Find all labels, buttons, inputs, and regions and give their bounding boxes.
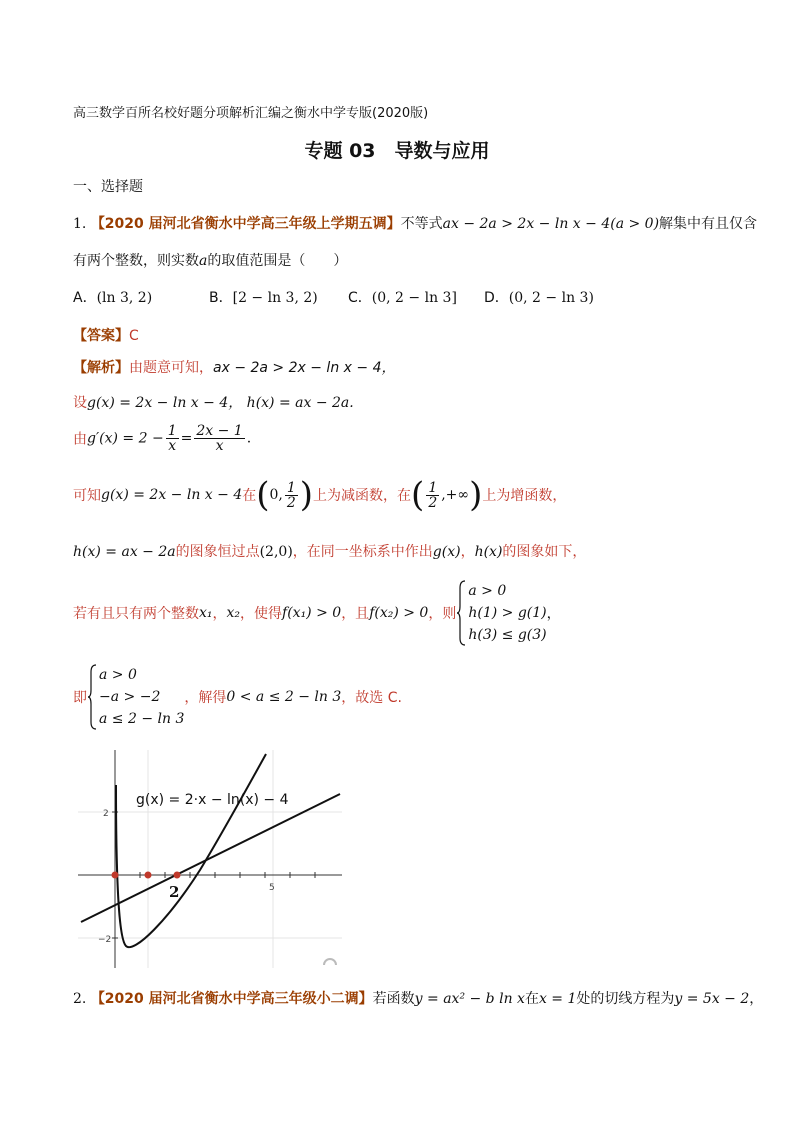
q1-stem-line2 [73,250,347,270]
q1-stem-b: 解集中有且仅含 [659,216,758,232]
l6-x2: x₂ [226,605,241,621]
l5-math: h(x) = ax − 2a [73,544,176,560]
l2-math: g(x) = 2x − ln x − 4， h(x) = ax − 2a. [87,395,354,411]
system-line: a > 0 [468,583,507,599]
q2-tangent: y = 5x − 2 [674,991,750,1007]
q1-inequality: ax − 2a > 2x − ln x − 4(a > 0) [442,216,660,232]
q1-answer [73,325,139,345]
analysis-text: 由题意可知， [129,360,213,376]
l7-text-b: ，解得 [184,690,227,706]
q2-function: y = ax² − b ln x [414,991,525,1007]
l3-equals: = [180,430,193,447]
q1-source: 【2020 届河北省衡水中学高三年级上学期五调】 [90,216,401,232]
q2-text-c: 处的切线方程为 [576,991,675,1007]
l6-text-c: ，且 [341,606,370,622]
fraction-numerator: 1 [286,479,296,496]
analysis-math: ax − 2a > 2x − ln x − 4， [213,360,396,376]
q1-option-a [73,287,209,307]
fraction-denominator: 2 [428,494,438,511]
q1-stem-a: 不等式 [400,216,443,232]
l4-text-b: 在 [242,488,257,504]
fraction-denominator: x [168,438,177,454]
y-tick-label-top: 2 [103,809,109,819]
l4-text-d: 上为增函数， [482,488,567,504]
half-fraction [426,481,439,510]
q1-number: 1. [73,216,87,232]
l6-x1: x₁ [199,605,213,621]
topic-title: 专题 03 导数与应用 [304,140,490,162]
l4-text-c: 上为减函数，在 [313,488,412,504]
option-value: (0, 2 − ln 3) [508,290,594,306]
q1-option-d [484,290,594,306]
right-paren: ) [299,475,314,515]
analysis-line6 [73,580,561,646]
fraction-denominator: 2 [286,494,296,511]
point-1 [145,872,152,879]
l3-fraction-1 [166,424,179,453]
left-brace-icon [456,580,466,646]
system-line: −a > −2 [99,689,161,705]
left-brace-icon [87,664,97,730]
collection-title: 高三数学百所名校好题分项解析汇编之衡水中学专版(2020版) [73,106,429,121]
l5-text-c: 的图象如下， [502,544,587,560]
q1-options [73,287,594,307]
q2-text-d: ， [749,991,764,1007]
y-tick-label-bottom: −2 [98,935,112,945]
q2-text-a: 若函数 [372,991,415,1007]
l3-math: g′(x) = 2 − [87,430,164,447]
option-label: D． [484,290,509,306]
option-value: (ln 3, 2) [96,290,153,306]
x-tick-label: 5 [269,883,275,893]
option-value: (0, 2 − ln 3] [371,290,457,306]
analysis-line4 [73,475,567,515]
interval-1-start: 0, [269,487,283,503]
q1-stem-d: 的取值范围是（ ） [207,253,348,269]
q1-stem-c: 有两个整数，则实数 [73,253,199,269]
option-label: C． [348,290,372,306]
left-paren: ( [256,475,270,515]
fraction-numerator: 2x − 1 [196,423,243,439]
system-line: a ≤ 2 − ln 3 [99,711,185,727]
function-graph [78,750,342,968]
l4-text-a: 可知 [73,488,101,504]
fraction-denominator: x [215,438,224,454]
analysis-line2 [73,392,354,412]
l5-g: g(x) [432,544,461,560]
half-fraction [285,481,298,510]
l3-text: 由 [73,431,87,448]
l2-text: 设 [73,395,87,411]
l7-math: 0 < a ≤ 2 − ln 3 [226,689,342,705]
l6-text-a: 若有且只有两个整数 [73,606,199,622]
l6-f1: f(x₁) > 0 [282,605,342,621]
l5-point: (2,0) [259,544,293,560]
q2-source: 【2020 届河北省衡水中学高三年级小二调】 [90,991,373,1007]
l5-sep: ， [460,544,475,560]
analysis-line7 [73,664,402,730]
l7-text-c: ，故选 C. [341,690,402,706]
l5-text-b: ，在同一坐标系中作出 [292,544,433,560]
q2-x: x = 1 [538,991,577,1007]
q1-option-c [348,287,484,307]
point-0 [112,872,119,879]
answer-label: 【答案】 [73,328,129,344]
l3-fraction-2 [194,424,244,453]
l4-math: g(x) = 2x − ln x − 4 [101,487,243,503]
fraction-numerator: 1 [167,423,177,439]
answer-value: C [129,328,139,344]
analysis-line3 [73,424,251,453]
point-2 [174,872,181,879]
analysis-line5 [73,541,586,561]
left-paren: ( [411,475,425,515]
system-tail: ， [546,606,561,622]
option-label: B． [209,290,233,306]
analysis-label: 【解析】 [73,360,129,376]
q2-stem [73,988,763,1008]
system-line: h(1) > g(1) [468,605,547,621]
fraction-numerator: 1 [428,479,438,496]
l6-text-d: ，则 [428,606,457,622]
graph-function-label: g(x) = 2·x − ln(x) − 4 [136,792,289,808]
analysis-line1 [73,357,395,377]
system-line: h(3) ≤ g(3) [468,627,547,643]
section-heading: 一、选择题 [73,179,143,195]
option-label: A． [73,290,97,306]
system-line: a > 0 [99,667,137,683]
q1-stem-line1 [73,213,757,233]
l7-text-a: 即 [73,690,87,706]
interval-2-end: ,+∞ [441,487,470,503]
right-paren: ) [469,475,483,515]
condition-system-2 [87,664,184,730]
q1-var: a [199,253,208,269]
option-value: [2 − ln 3, 2) [232,290,318,306]
l6-f2: f(x₂) > 0 [369,605,429,621]
l6-comma: ， [212,606,227,622]
q1-option-b [209,287,348,307]
q2-number: 2. [73,991,87,1007]
condition-system-1 [456,580,546,646]
l3-period: . [246,430,252,447]
l6-text-b: ，使得 [240,606,283,622]
point-label: 2 [169,883,180,901]
l5-text-a: 的图象恒过点 [175,544,260,560]
q2-text-b: 在 [524,991,539,1007]
l5-h: h(x) [474,544,503,560]
